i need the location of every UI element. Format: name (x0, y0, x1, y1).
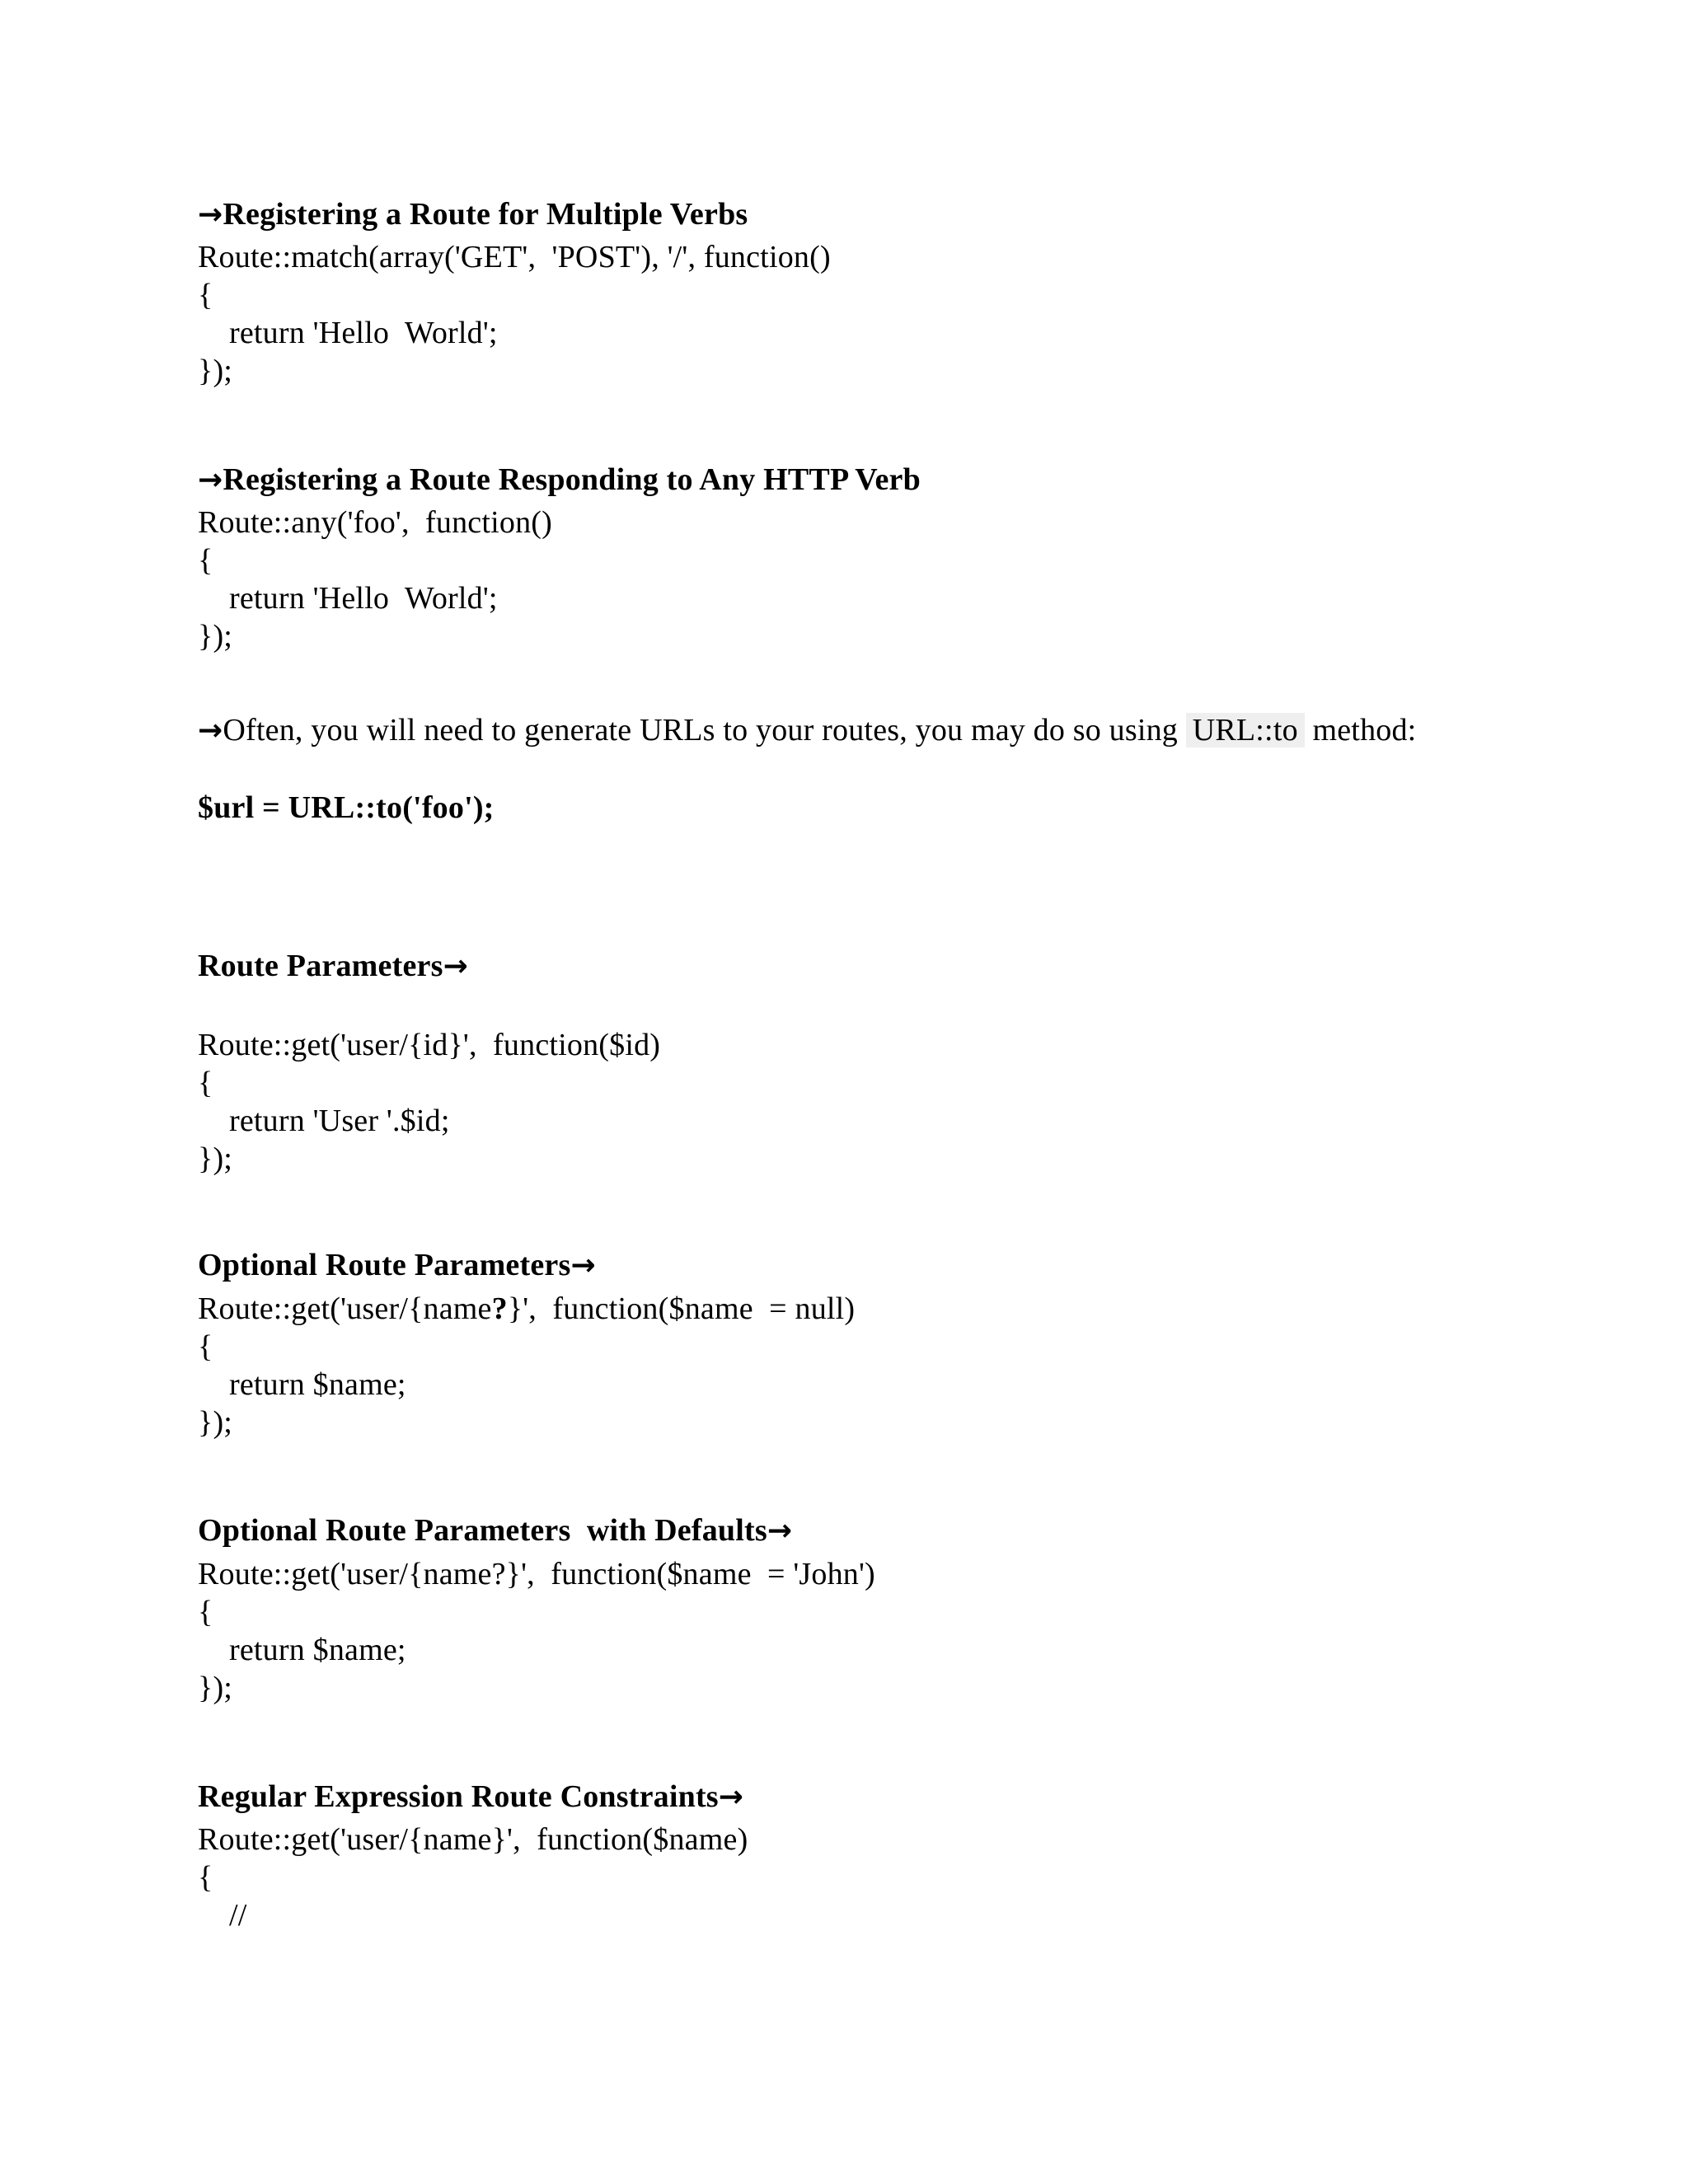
arrow-icon: → (718, 1780, 744, 1814)
arrow-icon: → (198, 198, 223, 232)
code-line: return 'Hello World'; (229, 581, 498, 616)
code-line: { (198, 278, 213, 312)
url-paragraph: →Often, you will need to generate URLs to your routes, you may do so using URL::to method: (198, 713, 1417, 748)
arrow-icon: → (767, 1514, 793, 1548)
code-line: }); (198, 619, 233, 654)
code-line: Route::match(array('GET', 'POST'), '/', function() (198, 240, 831, 274)
url-example: $url = URL::to('foo'); (198, 790, 495, 825)
code-line: return $name; (229, 1367, 406, 1402)
code-line: return $name; (229, 1633, 406, 1667)
code-line: return 'User '.$id; (229, 1104, 450, 1138)
code-line: { (198, 543, 213, 578)
code-line: }); (198, 1141, 233, 1176)
heading-route-parameters: Route Parameters→ (198, 949, 468, 983)
heading-optional-parameters: Optional Route Parameters→ (198, 1248, 596, 1282)
code-line: { (198, 1329, 213, 1364)
code-line: }); (198, 354, 233, 388)
heading-optional-defaults: Optional Route Parameters with Defaults→ (198, 1513, 793, 1548)
code-line: Route::any('foo', function() (198, 505, 552, 540)
arrow-icon: → (570, 1249, 596, 1282)
inline-code: URL::to (1186, 713, 1305, 748)
code-line: { (198, 1066, 213, 1100)
code-line: Route::get('user/{id}', function($id) (198, 1028, 661, 1062)
arrow-icon: → (198, 714, 223, 748)
code-line: Route::get('user/{name?}', function($name = null) (198, 1291, 856, 1326)
code-line: // (229, 1898, 247, 1933)
heading-any-verb: →Registering a Route Responding to Any HTTP Verb (198, 462, 921, 497)
code-line: }); (198, 1671, 233, 1705)
code-line: Route::get('user/{name}', function($name) (198, 1822, 748, 1857)
code-line: }); (198, 1405, 233, 1440)
arrow-icon: → (198, 463, 223, 497)
code-line: Route::get('user/{name?}', function($name = 'John') (198, 1557, 875, 1591)
code-line: { (198, 1860, 213, 1895)
heading-multiple-verbs: →Registering a Route for Multiple Verbs (198, 197, 748, 232)
code-line: return 'Hello World'; (229, 316, 498, 350)
code-line: { (198, 1595, 213, 1629)
heading-regex-constraints: Regular Expression Route Constraints→ (198, 1779, 744, 1814)
arrow-icon: → (443, 949, 468, 983)
